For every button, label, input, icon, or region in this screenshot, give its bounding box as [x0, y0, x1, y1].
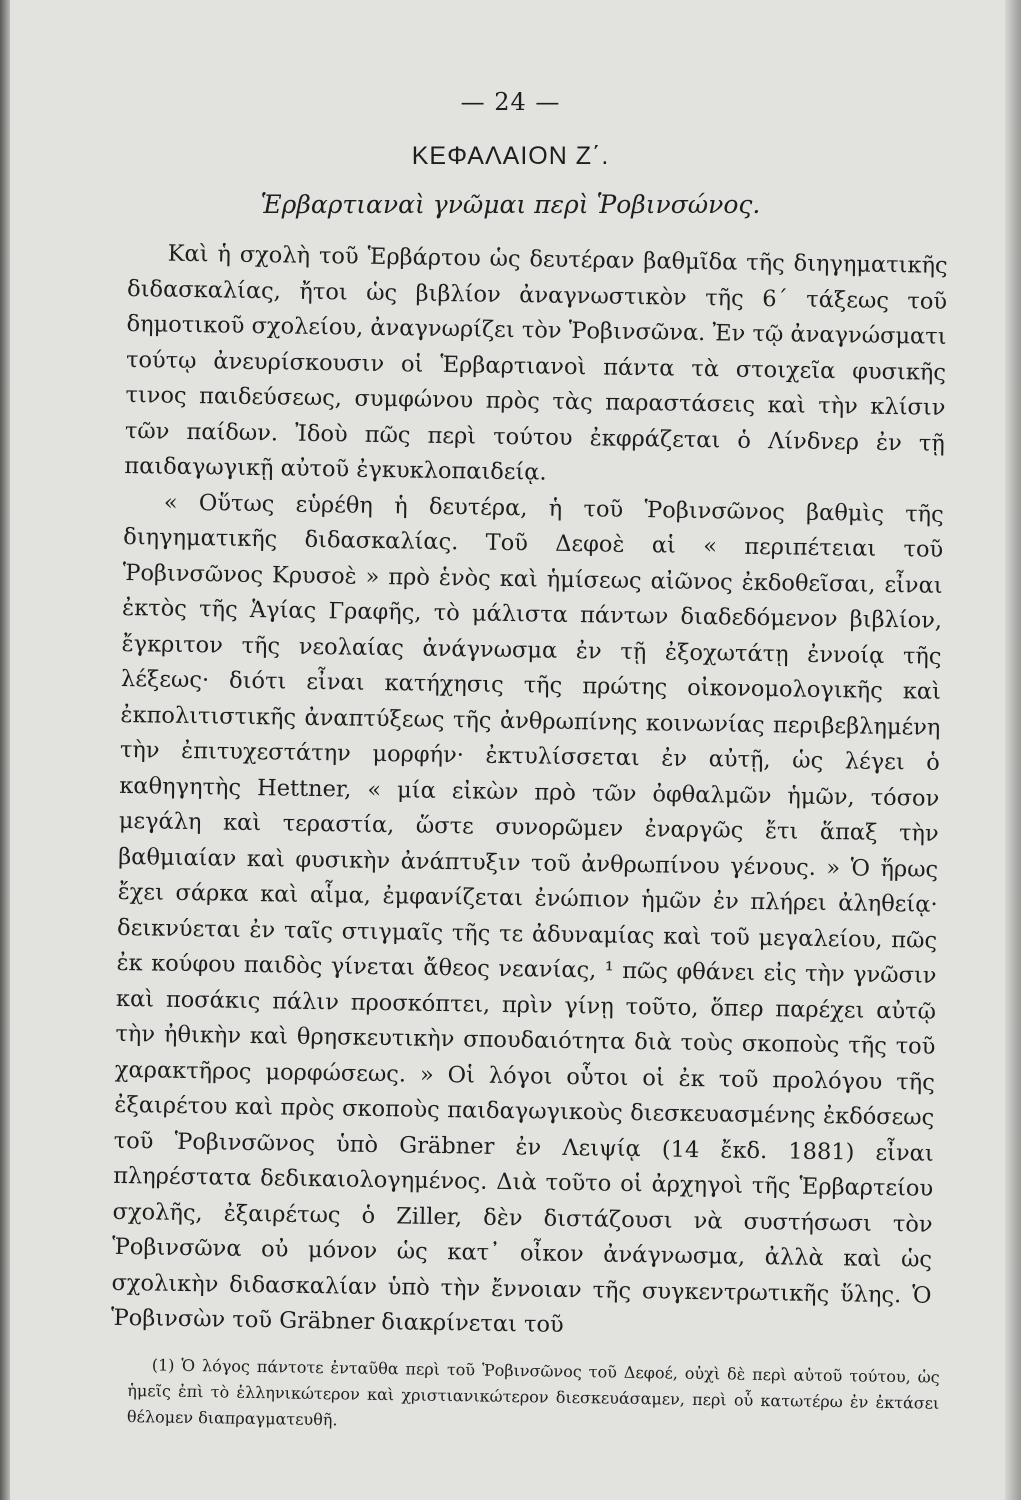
footnote-text: (1) Ὁ λόγος πάντοτε ἐνταῦθα περὶ τοῦ Ῥοβινσῶνος τοῦ Δεφοέ, οὐχὶ δὲ περὶ αὐτοῦ τούτου, ὡς ἡμεῖς ἐπὶ τὸ ἑλληνικώτερον καὶ χριστιανικώτερον διεσκευάσαμεν, περὶ οὗ κατωτέρω ἐν ἐκτάσει θέλομεν διαπραγματευθῆ. — [126, 1355, 940, 1430]
chapter-subtitle: Ἑρβαρτιαναὶ γνῶμαι περὶ Ῥοβινσώνος. — [260, 190, 761, 219]
paragraph: « Οὕτως εὑρέθη ἡ δευτέρα, ἡ τοῦ Ῥοβινσῶνος βαθμὶς τῆς διηγηματικῆς διδασκαλίας. Τοῦ Δεφοὲ αἱ « περιπέτειαι τοῦ Ῥοβινσῶνος Κρυσοὲ » πρὸ ἑνὸς καὶ ἡμίσεως αἰῶνος ἐκδοθεῖσαι, εἶναι ἐκτὸς τῆς Ἁγίας Γραφῆς, τὸ μάλιστα πάντων διαδεδόμενον βιβλίον, ἔγκριτον τῆς νεολαίας ἀνάγνωσμα ἐν τῇ ἐξοχωτάτῃ ἐννοίᾳ τῆς λέξεως· διότι εἶναι κατήχησις τῆς πρώτης οἰκονομολογικῆς καὶ ἐκπολιτιστικῆς ἀναπτύξεως τῆς ἀνθρωπίνης κοινωνίας περιβεβλημένη τὴν ἐπιτυχεστάτην μορφήν· ἐκτυλίσσεται ἐν αὐτῇ, ὡς λέγει ὁ καθηγητὴς Hettner, « μία εἰκὼν πρὸ τῶν ὀφθαλμῶν ἡμῶν, τόσον μεγάλη καὶ τεραστία, ὥστε συνορῶμεν ἐναργῶς ἔτι ἅπαξ τὴν βαθμιαίαν καὶ φυσικὴν ἀνάπτυξιν τοῦ ἀνθρωπίνου γένους. » Ὁ ἥρως ἔχει σάρκα καὶ αἷμα, ἐμφανίζεται ἐνώπιον ἡμῶν ἐν πλήρει ἀληθείᾳ· δεικνύεται ἐν ταῖς στιγμαῖς τῆς τε ἀδυναμίας καὶ τοῦ μεγαλείου, πῶς ἐκ κούφου παιδὸς γίνεται ἄθεος νεανίας, ¹ πῶς φθάνει εἰς τὴν γνῶσιν καὶ ποσάκις πάλιν προσκόπτει, πρὶν γίνῃ τοῦτο, ὅπερ παρέχει αὐτῷ τὴν ἠθικὴν καὶ θρησκευτικὴν σπουδαιότητα διὰ τοὺς σκοποὺς τῆς τοῦ χαρακτῆρος μορφώσεως. » Οἱ λόγοι οὗτοι οἱ ἐκ τοῦ προλόγου τῆς ἐξαιρέτου καὶ πρὸς σκοποὺς παιδαγωγικοὺς διεσκευασμένης ἐκδόσεως τοῦ Ῥοβινσῶνος ὑπὸ Gräbner ἐν Λειψίᾳ (14 ἔκδ. 1881) εἶναι πληρέστατα δεδικαιολογημένος. Διὰ τοῦτο οἱ ἀρχηγοὶ τῆς Ἑρβαρτείου σχολῆς, ἐξαιρέτως ὁ Ziller, δὲν διστάζουσι νὰ συστήσωσι τὸν Ῥοβινσῶνα οὐ μόνον ὡς κατ᾽ οἶκον ἀνάγνωσμα, ἀλλὰ καὶ ὡς σχολικὴν διδασκαλίαν ὑπὸ τὴν ἔννοιαν τῆς συγκεντρωτικῆς ὕλης. Ὁ Ῥοβινσὼν τοῦ Gräbner διακρίνεται τοῦ — [110, 489, 944, 1338]
page-edge-shadow-left — [0, 0, 10, 1500]
footnote — [127, 1352, 940, 1443]
page-edge-shadow-right — [1005, 0, 1021, 1500]
body-text — [111, 236, 948, 1349]
paragraph: Καὶ ἡ σχολὴ τοῦ Ἑρβάρτου ὡς δευτέραν βαθμῖδα τῆς διηγηματικῆς διδασκαλίας, ἤτοι ὡς βιβλίον ἀναγνωστικὸν τῆς 6΄ τάξεως τοῦ δημοτικοῦ σχολείου, ἀναγνωρίζει τὸν Ῥοβινσῶνα. Ἐν τῷ ἀναγνώσματι τούτῳ ἀνευρίσκουσιν οἱ Ἑρβαρτιανοὶ πάντα τὰ στοιχεῖα φυσικῆς τινος παιδεύσεως, συμφώνου πρὸς τὰς παραστάσεις καὶ τὴν κλίσιν τῶν παίδων. Ἰδοὺ πῶς περὶ τούτου ἐκφράζεται ὁ Λίνδνερ ἐν τῇ παιδαγωγικῇ αὐτοῦ ἐγκυκλοπαιδείᾳ. — [124, 240, 948, 486]
chapter-title: ΚΕΦΑΛΑΙΟΝ Ζ΄. — [411, 142, 610, 170]
page-number: — 24 — — [460, 88, 561, 116]
